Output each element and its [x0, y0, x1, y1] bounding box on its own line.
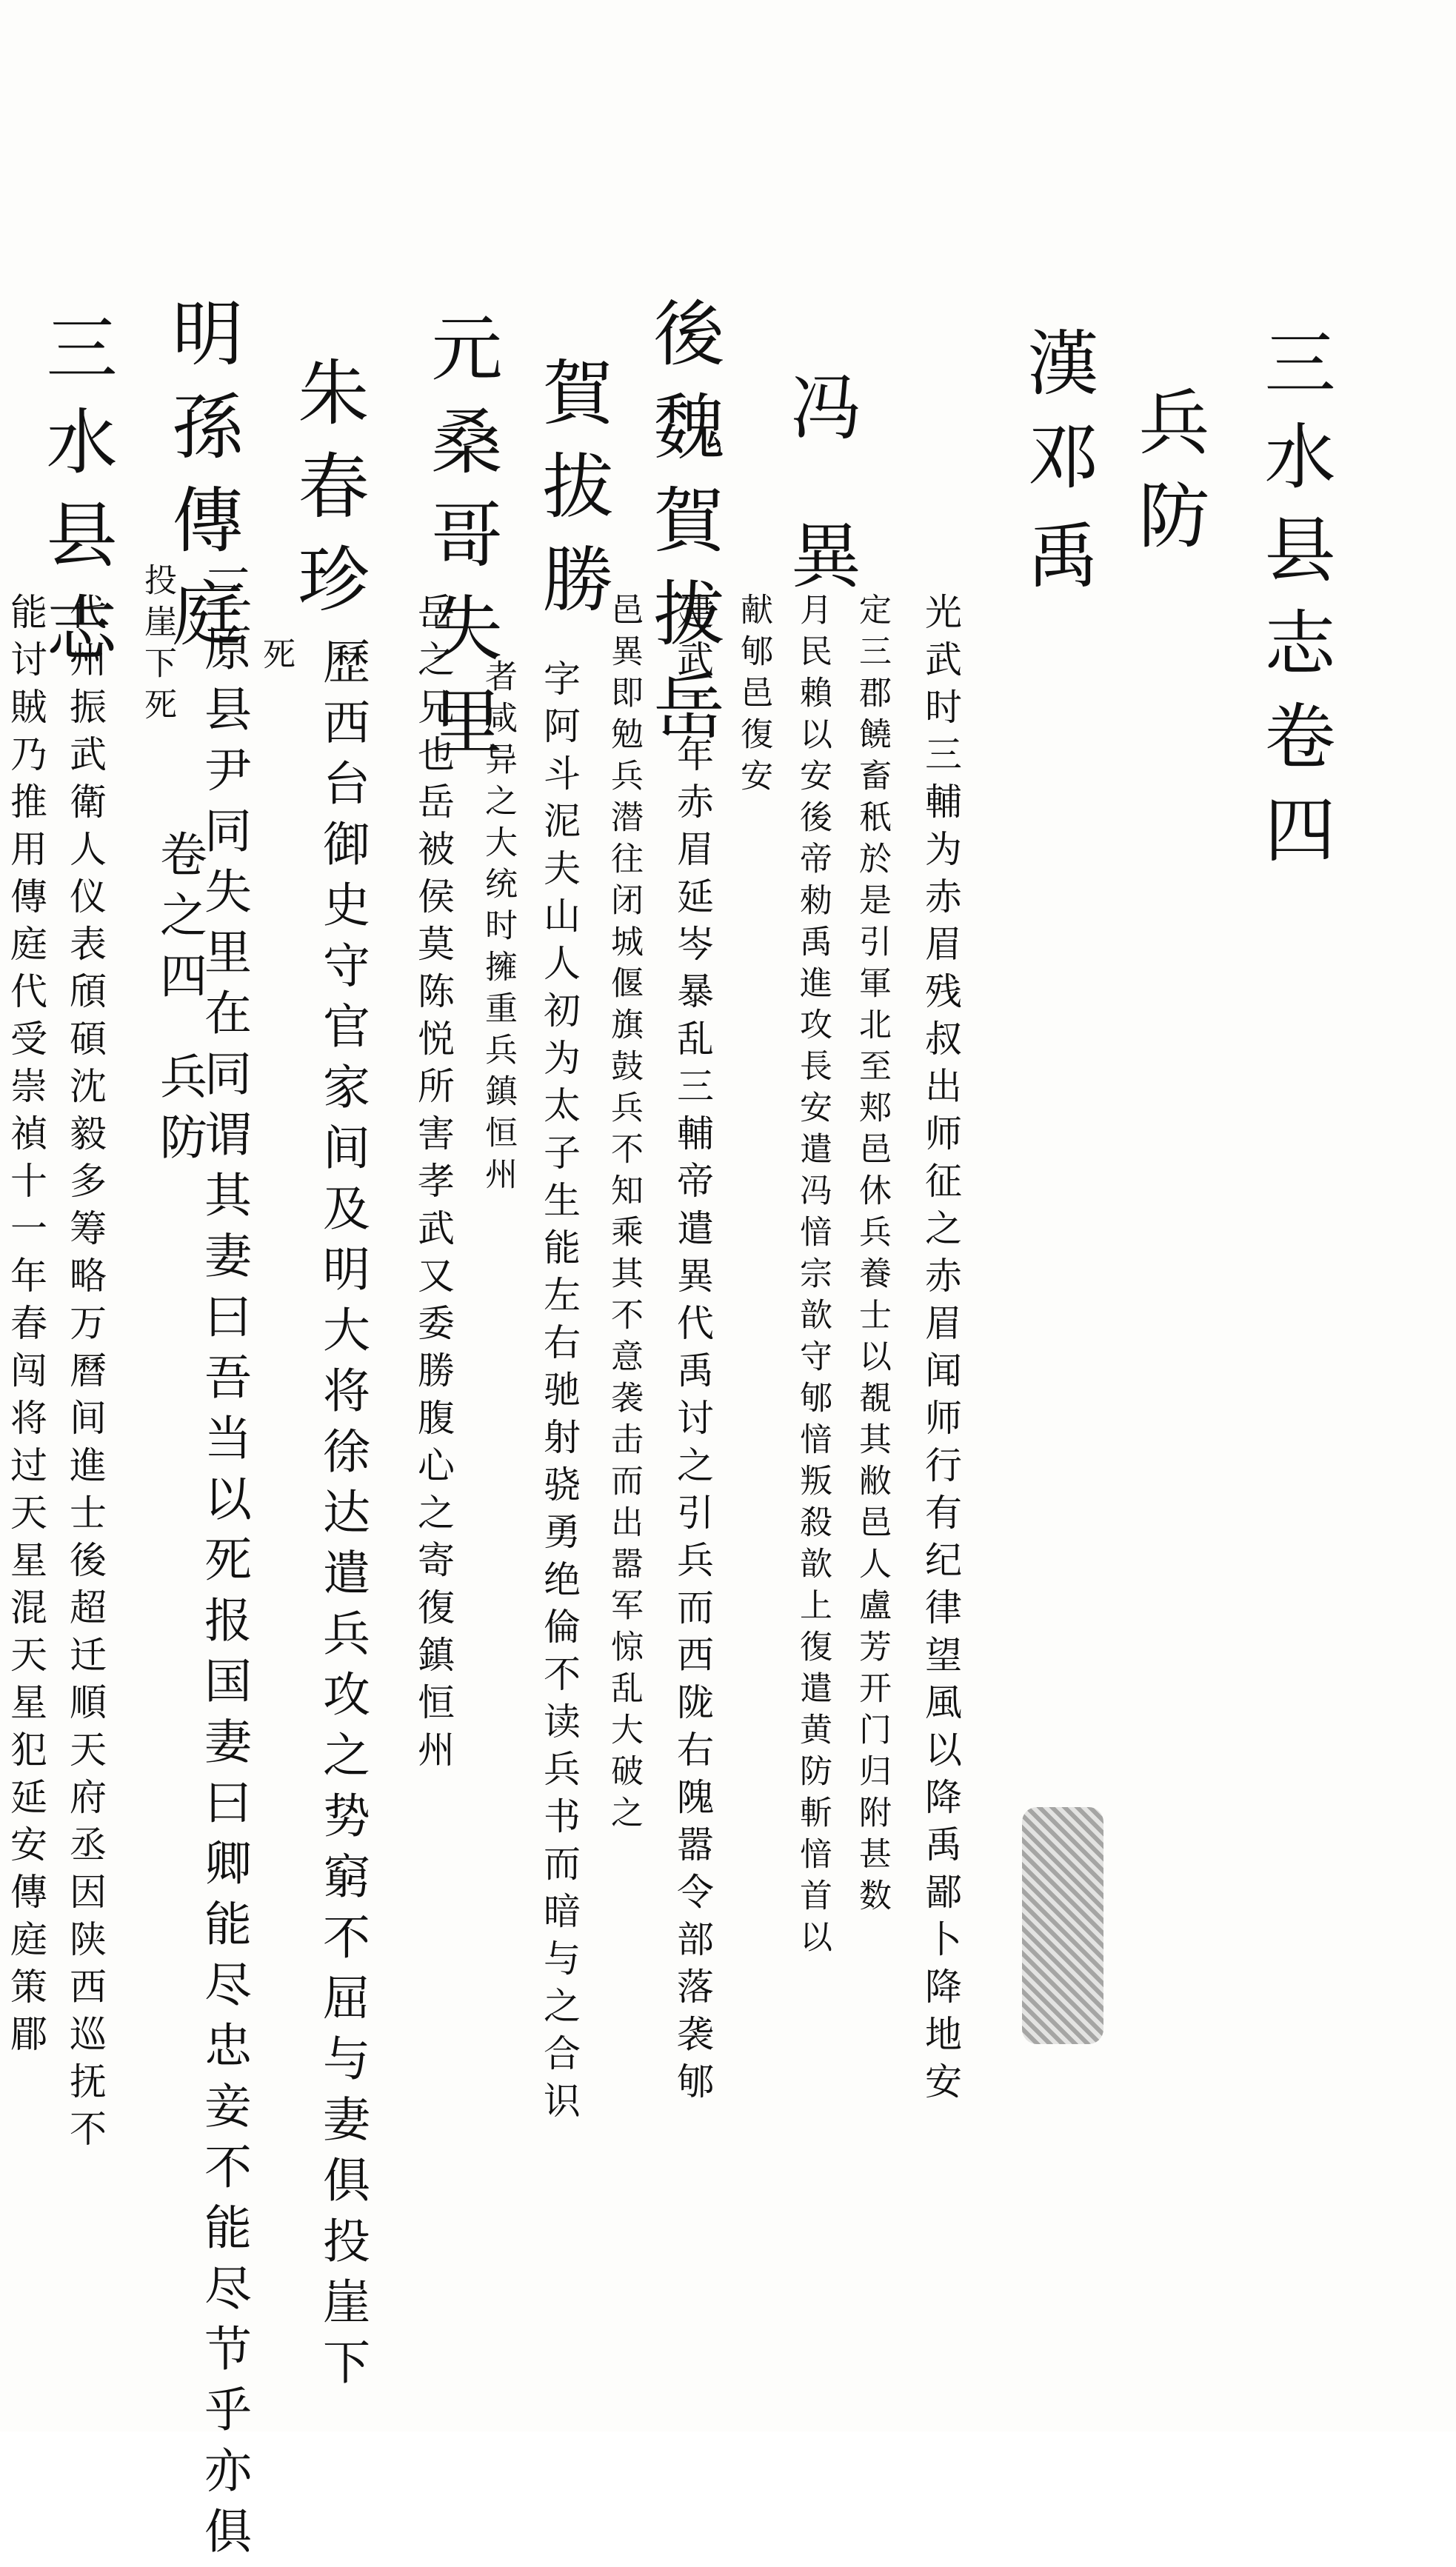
text-column: 邑異即勉兵潜往闭城偃旗鼓兵不知乘其不意袭击而出嚣军惊乱大破之 — [605, 592, 643, 1837]
text-column: 三原县尹同失里在同谓其妻曰吾当以死报国妻曰卿能尽忠妾不能尽节乎亦俱 — [196, 563, 251, 2567]
text-column: 字阿斗泥夫山人初为太子生能左右驰射骁勇绝倫不读兵书而暗与之合识 — [538, 659, 581, 2129]
ink-smudge — [1022, 1807, 1103, 2044]
text-column: 冯 — [779, 370, 862, 464]
text-column: 岳之兄也岳被侯莫陈悦所害孝武又委勝腹心之寄復鎮恒州 — [412, 592, 455, 1777]
text-column: 卷之四 — [152, 829, 207, 1012]
text-column: 献郇邑復安 — [735, 592, 772, 800]
text-column: 代州振武衛人仪表頎碩沈毅多筹略万曆间進士後超迁順天府丞因陕西巡抚不 — [64, 592, 107, 2157]
text-column: 禹 — [1016, 518, 1099, 612]
text-column: 月民賴以安後帝勑禹進攻長安遣冯愔宗歆守郇愔叛殺歆上復遣黄防斬愔首以 — [794, 592, 832, 1961]
text-column: 三水县志 — [35, 311, 118, 684]
text-column: 明孫傳庭 — [161, 296, 244, 670]
text-column: 歷西台御史守官家间及明大将徐达遣兵攻之势窮不屈与妻俱投崖下 — [315, 637, 370, 2398]
text-column: 能讨賊乃推用傳庭代受崇禎十一年春闯将过天星混天星犯延安傳庭策郿 — [4, 592, 47, 2062]
text-column: 兵防 — [152, 1052, 207, 1173]
text-column: 朱春珍 — [287, 355, 370, 635]
text-column: 定三郡饒畜秖於是引軍北至郏邑休兵養士以覩其敝邑人盧芳开门归附甚数 — [853, 592, 891, 1920]
text-column: 三水县志卷四 — [1253, 326, 1336, 886]
text-column: 光武时三輔为赤眉残叔出师征之赤眉闻师行有纪律望風以降禹鄙卜降地安 — [919, 592, 962, 2109]
text-column: 漢邓 — [1016, 326, 1099, 513]
text-column: 賀拔勝 — [531, 355, 614, 635]
text-column: 兵防 — [1127, 385, 1210, 572]
text-column: 者咸异之大统时擁重兵鎮恒州 — [479, 659, 517, 1198]
text-column: 後魏賀拔岳 — [642, 296, 725, 763]
text-column: 元桑哥失里 — [420, 311, 503, 778]
text-column: 投崖下死 — [138, 563, 176, 729]
text-column: 異 — [779, 518, 862, 612]
text-column: 死 — [257, 637, 295, 678]
text-column: 建武二年赤眉延岑暴乱三輔帝遣異代禹讨之引兵而西陇右隗嚣令部落袭郇 — [671, 592, 714, 2109]
